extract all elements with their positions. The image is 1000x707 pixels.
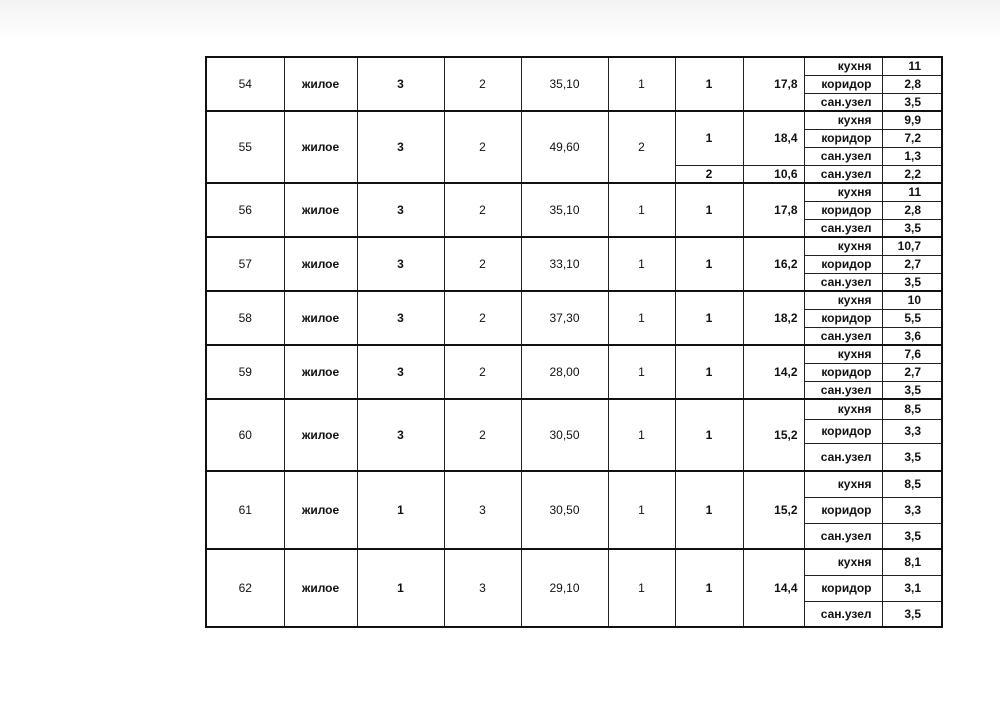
table-row: [206, 345, 942, 363]
table-row: [206, 57, 942, 75]
aux-room-area: 7,2: [882, 129, 942, 147]
aux-room-name: коридор: [804, 497, 882, 523]
aux-room-name: коридор: [804, 419, 882, 443]
living-room-area: 15,2: [743, 399, 804, 471]
aux-room-name: сан.узел: [804, 601, 882, 627]
living-room-area: 18,4: [743, 111, 804, 165]
rooms-count: 1: [608, 549, 675, 627]
living-room-area: 16,2: [743, 237, 804, 291]
col-4-value: 2: [444, 291, 521, 345]
aux-room-area: 8,1: [882, 549, 942, 575]
col-3-value: 1: [357, 549, 444, 627]
aux-room-area: 11: [882, 183, 942, 201]
aux-room-area: 2,8: [882, 75, 942, 93]
aux-room-name: сан.узел: [804, 443, 882, 471]
aux-room-area: 3,5: [882, 273, 942, 291]
premises-type: жилое: [284, 183, 357, 237]
rooms-count: 1: [608, 183, 675, 237]
col-4-value: 2: [444, 399, 521, 471]
apartments-table-body: [206, 57, 942, 627]
rooms-count: 1: [608, 399, 675, 471]
aux-room-name: кухня: [804, 237, 882, 255]
total-area: 33,10: [521, 237, 608, 291]
apartment-number: 56: [206, 183, 284, 237]
aux-room-name: кухня: [804, 57, 882, 75]
premises-type: жилое: [284, 237, 357, 291]
aux-room-area: 5,5: [882, 309, 942, 327]
aux-room-name: сан.узел: [804, 165, 882, 183]
col-4-value: 2: [444, 183, 521, 237]
total-area: 49,60: [521, 111, 608, 183]
aux-room-name: сан.узел: [804, 93, 882, 111]
aux-room-name: коридор: [804, 201, 882, 219]
apartment-number: 61: [206, 471, 284, 549]
living-room-area: 15,2: [743, 471, 804, 549]
table-row: [206, 471, 942, 497]
aux-room-area: 3,1: [882, 575, 942, 601]
aux-room-area: 2,8: [882, 201, 942, 219]
premises-type: жилое: [284, 471, 357, 549]
rooms-count: 1: [608, 237, 675, 291]
aux-room-area: 3,5: [882, 219, 942, 237]
col-4-value: 3: [444, 549, 521, 627]
premises-type: жилое: [284, 291, 357, 345]
aux-room-area: 2,7: [882, 363, 942, 381]
living-room-number: 1: [675, 399, 743, 471]
col-3-value: 3: [357, 183, 444, 237]
aux-room-name: сан.узел: [804, 219, 882, 237]
apartment-number: 59: [206, 345, 284, 399]
living-room-number: 2: [675, 165, 743, 183]
rooms-count: 1: [608, 57, 675, 111]
aux-room-area: 8,5: [882, 399, 942, 419]
total-area: 30,50: [521, 399, 608, 471]
aux-room-name: кухня: [804, 345, 882, 363]
aux-room-area: 3,5: [882, 443, 942, 471]
table-row: [206, 183, 942, 201]
aux-room-area: 7,6: [882, 345, 942, 363]
apartment-number: 57: [206, 237, 284, 291]
aux-room-area: 1,3: [882, 147, 942, 165]
col-3-value: 1: [357, 471, 444, 549]
living-room-area: 14,2: [743, 345, 804, 399]
aux-room-name: сан.узел: [804, 147, 882, 165]
premises-type: жилое: [284, 345, 357, 399]
total-area: 28,00: [521, 345, 608, 399]
total-area: 37,30: [521, 291, 608, 345]
aux-room-name: кухня: [804, 549, 882, 575]
table-row: [206, 399, 942, 419]
living-room-number: 1: [675, 183, 743, 237]
premises-type: жилое: [284, 549, 357, 627]
living-room-area: 10,6: [743, 165, 804, 183]
rooms-count: 2: [608, 111, 675, 183]
col-3-value: 3: [357, 399, 444, 471]
aux-room-name: сан.узел: [804, 327, 882, 345]
aux-room-area: 3,5: [882, 601, 942, 627]
aux-room-name: коридор: [804, 75, 882, 93]
living-room-number: 1: [675, 111, 743, 165]
living-room-number: 1: [675, 549, 743, 627]
aux-room-area: 3,5: [882, 523, 942, 549]
living-room-number: 1: [675, 237, 743, 291]
aux-room-area: 8,5: [882, 471, 942, 497]
col-3-value: 3: [357, 111, 444, 183]
aux-room-name: коридор: [804, 575, 882, 601]
aux-room-area: 10: [882, 291, 942, 309]
total-area: 29,10: [521, 549, 608, 627]
col-3-value: 3: [357, 237, 444, 291]
living-room-number: 1: [675, 471, 743, 549]
aux-room-area: 3,6: [882, 327, 942, 345]
aux-room-name: кухня: [804, 471, 882, 497]
apartment-number: 62: [206, 549, 284, 627]
rooms-count: 1: [608, 345, 675, 399]
aux-room-area: 2,7: [882, 255, 942, 273]
aux-room-name: кухня: [804, 291, 882, 309]
apartment-number: 60: [206, 399, 284, 471]
aux-room-name: кухня: [804, 111, 882, 129]
aux-room-name: сан.узел: [804, 273, 882, 291]
aux-room-name: коридор: [804, 255, 882, 273]
apartment-number: 55: [206, 111, 284, 183]
col-4-value: 2: [444, 237, 521, 291]
apartments-table: [205, 56, 943, 628]
living-room-area: 18,2: [743, 291, 804, 345]
aux-room-area: 3,5: [882, 381, 942, 399]
aux-room-name: коридор: [804, 309, 882, 327]
aux-room-area: 3,3: [882, 419, 942, 443]
table-row: [206, 237, 942, 255]
aux-room-area: 3,5: [882, 93, 942, 111]
total-area: 35,10: [521, 57, 608, 111]
aux-room-area: 3,3: [882, 497, 942, 523]
col-3-value: 3: [357, 291, 444, 345]
premises-type: жилое: [284, 399, 357, 471]
table-row: [206, 111, 942, 129]
aux-room-name: коридор: [804, 129, 882, 147]
living-room-area: 17,8: [743, 183, 804, 237]
col-4-value: 3: [444, 471, 521, 549]
living-room-area: 17,8: [743, 57, 804, 111]
table-row: [206, 549, 942, 575]
aux-room-area: 9,9: [882, 111, 942, 129]
aux-room-name: сан.узел: [804, 523, 882, 549]
aux-room-name: кухня: [804, 399, 882, 419]
total-area: 35,10: [521, 183, 608, 237]
rooms-count: 1: [608, 471, 675, 549]
premises-type: жилое: [284, 57, 357, 111]
living-room-number: 1: [675, 345, 743, 399]
living-room-number: 1: [675, 57, 743, 111]
total-area: 30,50: [521, 471, 608, 549]
table-row: [206, 291, 942, 309]
premises-type: жилое: [284, 111, 357, 183]
aux-room-name: сан.узел: [804, 381, 882, 399]
aux-room-area: 2,2: [882, 165, 942, 183]
col-4-value: 2: [444, 57, 521, 111]
aux-room-name: кухня: [804, 183, 882, 201]
col-4-value: 2: [444, 345, 521, 399]
apartment-number: 54: [206, 57, 284, 111]
aux-room-name: коридор: [804, 363, 882, 381]
aux-room-area: 11: [882, 57, 942, 75]
col-3-value: 3: [357, 345, 444, 399]
aux-room-area: 10,7: [882, 237, 942, 255]
living-room-area: 14,4: [743, 549, 804, 627]
apartment-number: 58: [206, 291, 284, 345]
rooms-count: 1: [608, 291, 675, 345]
living-room-number: 1: [675, 291, 743, 345]
col-3-value: 3: [357, 57, 444, 111]
col-4-value: 2: [444, 111, 521, 183]
